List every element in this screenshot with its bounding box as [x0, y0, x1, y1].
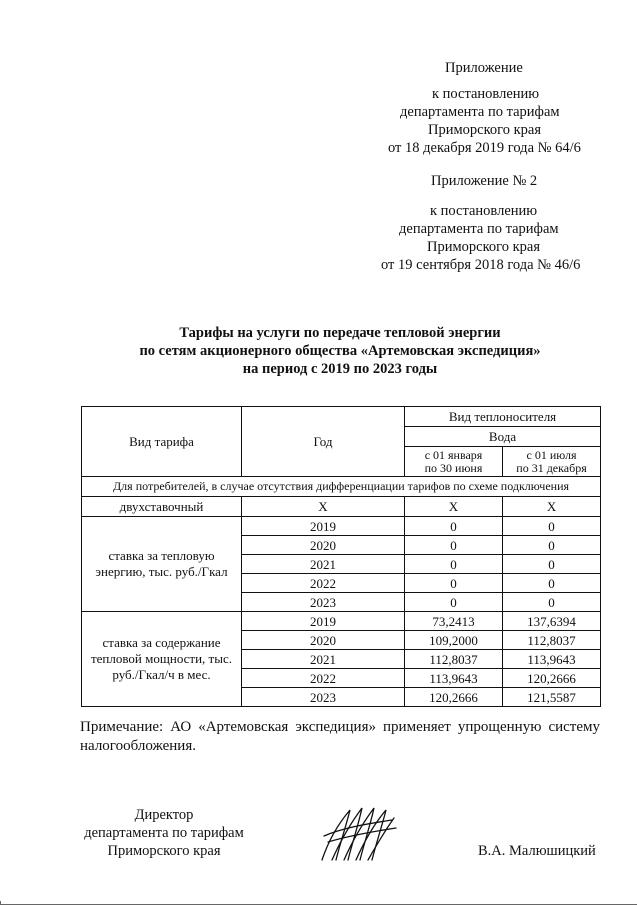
appendix-1-header [388, 59, 581, 157]
document-title [80, 324, 600, 378]
header-period-1-line-1: с 01 января [424, 447, 483, 462]
energy-year: 2021 [242, 555, 405, 574]
note-line-1: Примечание: АО «Артемовская экспедиция» применяет упрощенную систему [80, 719, 600, 735]
appendix-2-header [381, 172, 580, 274]
header-carrier: Вода [405, 427, 601, 447]
capacity-p2: 137,6394 [503, 612, 601, 631]
header-period-2-line-1: с 01 июля [526, 447, 577, 462]
energy-p1: 0 [405, 517, 503, 536]
energy-year: 2022 [242, 574, 405, 593]
energy-rate-label: ставка за тепловую энергию, тыс. руб./Гкал [82, 517, 242, 612]
energy-p2: 0 [503, 555, 601, 574]
capacity-rate-label: ставка за содержание тепловой мощности, тыс. руб./Гкал/ч в мес. [82, 612, 242, 707]
signatory-name: В.А. Малюшицкий [478, 843, 596, 859]
appendix-2-line-2: департамента по тарифам [399, 221, 559, 237]
capacity-p1: 109,2000 [405, 631, 503, 650]
energy-p1: 0 [405, 593, 503, 612]
capacity-p2: 120,2666 [503, 669, 601, 688]
capacity-p1: 73,2413 [405, 612, 503, 631]
scan-border [0, 901, 637, 905]
signatory-position-line-2: департамента по тарифам [84, 825, 244, 841]
note-line-2: налогообложения. [80, 738, 196, 754]
two-part-year: X [242, 497, 405, 517]
appendix-2-line-4: от 19 сентября 2018 года № 46/6 [381, 257, 581, 273]
signatory-position [74, 806, 254, 860]
document-title-line-1: Тарифы на услуги по передаче тепловой энергии [179, 325, 501, 341]
table-row [82, 517, 601, 536]
energy-p2: 0 [503, 574, 601, 593]
table-row [82, 612, 601, 631]
tariff-table [81, 406, 601, 707]
capacity-p1: 120,2666 [405, 688, 503, 707]
energy-year: 2020 [242, 536, 405, 555]
header-period-2 [503, 447, 601, 477]
header-carrier-type: Вид теплоносителя [405, 407, 601, 427]
energy-p1: 0 [405, 574, 503, 593]
two-part-label: двухставочный [82, 497, 242, 517]
capacity-p2: 113,9643 [503, 650, 601, 669]
document-title-line-3: на период с 2019 по 2023 годы [242, 361, 438, 377]
capacity-p1: 113,9643 [405, 669, 503, 688]
signatory-position-line-3: Приморского края [107, 843, 221, 859]
energy-year: 2019 [242, 517, 405, 536]
capacity-year: 2020 [242, 631, 405, 650]
header-period-1-line-2: по 30 июня [424, 460, 483, 475]
appendix-2-line-3: Приморского края [427, 239, 541, 255]
energy-p2: 0 [503, 517, 601, 536]
appendix-2-title: Приложение № 2 [431, 173, 538, 189]
two-part-p1: X [405, 497, 503, 517]
energy-p1: 0 [405, 555, 503, 574]
appendix-1-line-3: Приморского края [428, 122, 542, 138]
appendix-2-line-1: к постановлению [430, 203, 538, 219]
capacity-year: 2023 [242, 688, 405, 707]
two-part-row [82, 497, 601, 517]
energy-p2: 0 [503, 536, 601, 555]
note [80, 718, 600, 756]
header-year: Год [242, 407, 405, 477]
table-header-row [82, 407, 601, 427]
header-period-1 [405, 447, 503, 477]
energy-year: 2023 [242, 593, 405, 612]
two-part-p2: X [503, 497, 601, 517]
header-tariff-type: Вид тарифа [82, 407, 242, 477]
appendix-1-line-2: департамента по тарифам [400, 104, 560, 120]
energy-p1: 0 [405, 536, 503, 555]
appendix-1-line-4: от 18 декабря 2019 года № 64/6 [388, 140, 581, 156]
capacity-year: 2022 [242, 669, 405, 688]
header-period-2-line-2: по 31 декабря [516, 460, 587, 475]
capacity-p2: 112,8037 [503, 631, 601, 650]
consumer-row-text: Для потребителей, в случае отсутствия дифференциации тарифов по схеме подключения [82, 477, 601, 497]
capacity-p2: 121,5587 [503, 688, 601, 707]
handwritten-signature [318, 802, 400, 864]
document-title-line-2: по сетям акционерного общества «Артемовская экспедиция» [139, 343, 541, 359]
consumer-row [82, 477, 601, 497]
appendix-1-line-1: к постановлению [432, 86, 540, 102]
capacity-p1: 112,8037 [405, 650, 503, 669]
signatory-position-line-1: Директор [134, 807, 194, 823]
capacity-year: 2019 [242, 612, 405, 631]
capacity-year: 2021 [242, 650, 405, 669]
energy-p2: 0 [503, 593, 601, 612]
appendix-1-title: Приложение [445, 60, 523, 76]
